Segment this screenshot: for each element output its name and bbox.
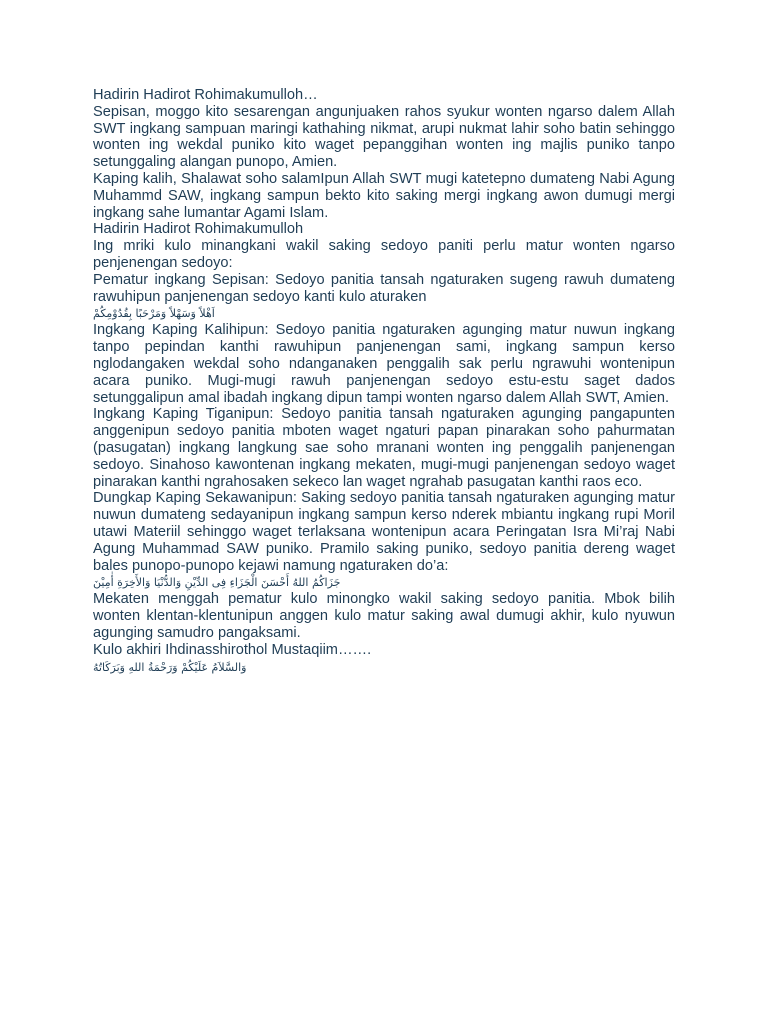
document-page xyxy=(93,87,675,676)
paragraph-fourth-point: Dungkap Kaping Sekawanipun: Saking sedoyo panitia tansah ngaturaken agunging matur nuwun dumateng sedayanipun ingkang sampun kerso nderek mbiantu ingkang rupi Moril utawi Materiil sehinggo waget terlaksana wontenipun acara Peringatan Isra Mi’raj Nabi Agung Muhammad SAW puniko. Pramilo saking puniko, sedoyo panitia dereng waget bales punopo-punopo kejawi namung ngaturaken do’a: xyxy=(93,490,675,574)
paragraph-third-point: Ingkang Kaping Tiganipun: Sedoyo panitia tansah ngaturaken agunging pangapunten anggenipun sedoyo panitia mboten waget ngaturi papan pinarakan soho pahurmatan (pasugatan) ingkang langkung sae soho mranani wonten ing penggalih panjenengan sedoyo. Sinahoso kawontenan ingkang mekaten, mugi-mugi panjenengan sedoyo waget pinarakan kanthi ngrahosaken sekeco lan waget ngrahab pasugatan kanthi raos eco. xyxy=(93,406,675,490)
arabic-prayer: جَزَاكُمُ اللهُ أَحْسَنَ الْجَزَاءِ فِى الدِّيْنِ وَالدُّنْيَا وَالأَخِرَةِ أٰمِيْنَ xyxy=(93,576,341,590)
paragraph-introduction: Ing mriki kulo minangkani wakil saking sedoyo paniti perlu matur wonten ngarso penjenengan sedoyo: xyxy=(93,238,675,271)
paragraph-first-point: Pematur ingkang Sepisan: Sedoyo panitia tansah ngaturaken sugeng rawuh dumateng rawuhipun panjenengan sedoyo kanti kulo aturaken xyxy=(93,271,675,305)
arabic-welcome: اَهْلاً وَسَهْلاً وَمَرْحَبًا بِقُدُوْمِكُمْ xyxy=(93,307,215,321)
closing-line: Kulo akhiri Ihdinasshirothol Mustaqiim……. xyxy=(93,641,372,658)
arabic-salam: وَالسَّلاَمُ عَلَيْكُمْ وَرَحْمَةُ اللهِ وَبَرَكَاتُهُ xyxy=(93,660,247,674)
paragraph-second-point: Ingkang Kaping Kalihipun: Sedoyo panitia ngaturaken agunging matur nuwun ingkang tanpo pepindan kanthi rawuhipun panjenengan sami, ingkang sampun kerso nglodangaken wekdal soho ndanganaken penggalih sak perlu ngrawuhi wontenipun acara puniko. Mugi-mugi rawuh panjenengan sedoyo estu-estu saget dados setunggalipun amal ibadah ingkang dipun tampi wonten ngarso dalem Allah SWT, Amien. xyxy=(93,322,675,406)
paragraph-shalawat: Kaping kalih, Shalawat soho salamIpun Allah SWT mugi katetepno dumateng Nabi Agung Muhammd SAW, ingkang sampun bekto kito saking mergi ingkang awon dumugi mergi ingkang sahe lumantar Agami Islam. xyxy=(93,170,675,221)
paragraph-opening: Sepisan, moggo kito sesarengan angunjuaken rahos syukur wonten ngarso dalem Allah SWT ingkang sampuan maringi kathahing nikmat, arupi nukmat lahir soho batin sehinggo wonten ing wekdal puniko kito waget pepanggihan wonten ing majlis puniko tanpo setunggaling alangan punopo, Amien. xyxy=(93,103,675,171)
paragraph-apology: Mekaten menggah pematur kulo minongko wakil saking sedoyo panitia. Mbok bilih wonten klentan-klentunipun anggen kulo matur saking awal dumugi akhir, kulo nyuwun agunging samudro pangaksami. xyxy=(93,591,675,641)
greeting-heading: Hadirin Hadirot Rohimakumulloh… xyxy=(93,87,318,103)
greeting-heading-2: Hadirin Hadirot Rohimakumulloh xyxy=(93,221,304,238)
